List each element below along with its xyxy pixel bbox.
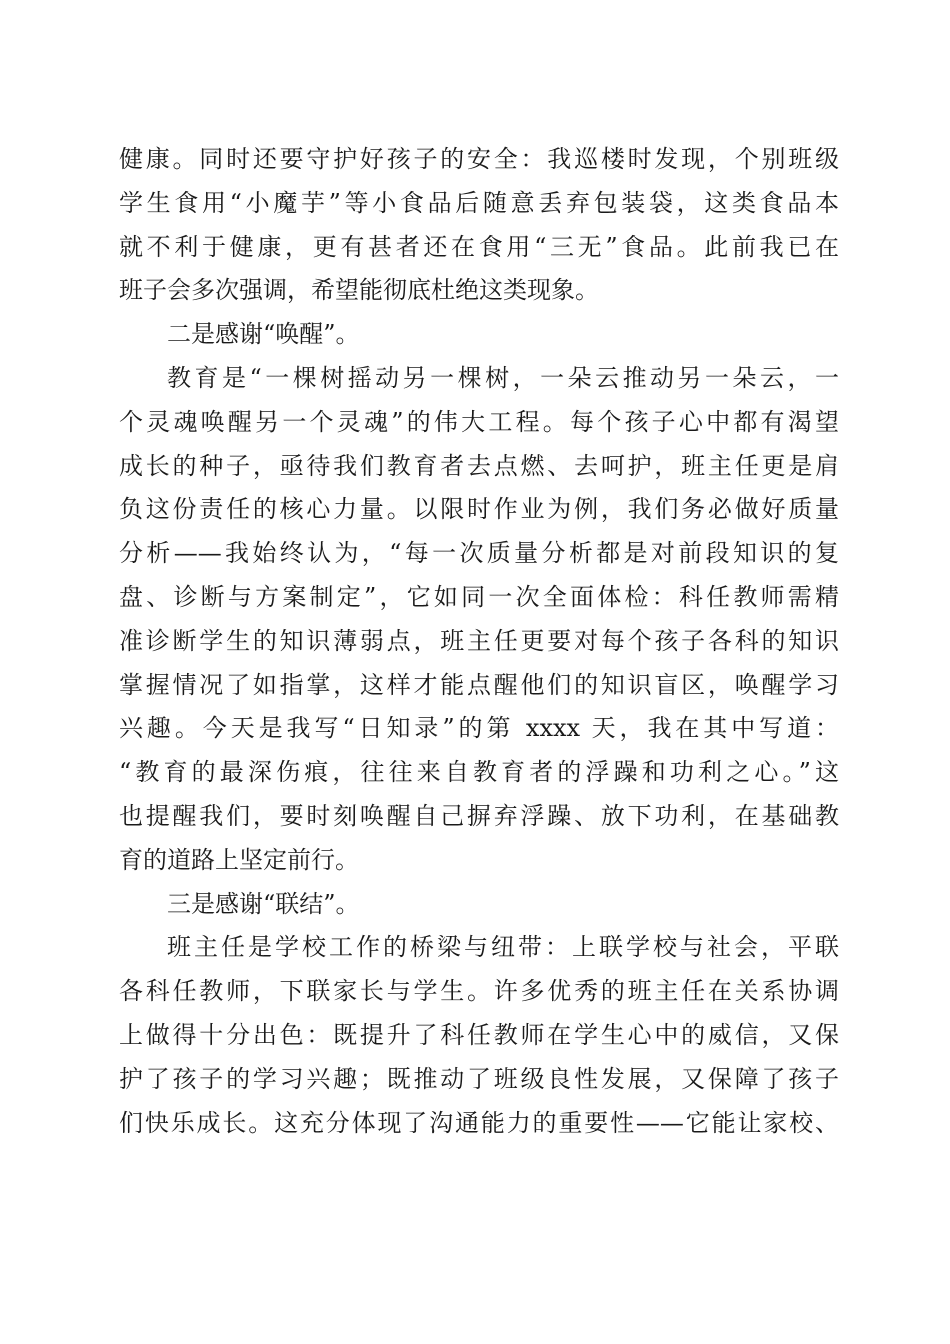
text-line: 班主任是学校工作的桥梁与纽带：上联学校与社会，平联 — [167, 933, 839, 962]
text-line: 们快乐成长。这充分体现了沟通能力的重要性——它能让家校、 — [119, 1108, 839, 1137]
text-line: 班子会多次强调，希望能彻底杜绝这类现象。 — [119, 276, 599, 305]
text-line: 各科任教师，下联家长与学生。许多优秀的班主任在关系协调 — [119, 977, 839, 1006]
text-line: “教育的最深伤痕，往往来自教育者的浮躁和功利之心。”这 — [119, 758, 839, 787]
text-line: 负这份责任的核心力量。以限时作业为例，我们务必做好质量 — [119, 495, 839, 524]
text-line: 兴趣。今天是我写“日知录”的第 xxxx 天，我在其中写道： — [119, 714, 839, 743]
text-line: 就不利于健康，更有甚者还在食用“三无”食品。此前我已在 — [119, 232, 839, 261]
text-line: 分析——我始终认为，“每一次质量分析都是对前段知识的复 — [119, 539, 839, 568]
text-line: 成长的种子，亟待我们教育者去点燃、去呵护，班主任更是肩 — [119, 451, 839, 480]
text-line: 育的道路上坚定前行。 — [119, 845, 359, 874]
text-line: 准诊断学生的知识薄弱点，班主任更要对每个孩子各科的知识 — [119, 626, 839, 655]
text-line: 学生食用“小魔芋”等小食品后随意丢弃包装袋，这类食品本 — [119, 188, 839, 217]
text-line: 护了孩子的学习兴趣；既推动了班级良性发展，又保障了孩子 — [119, 1064, 839, 1093]
section-heading-awaken: 二是感谢“唤醒”。 — [167, 320, 360, 349]
text-line: 也提醒我们，要时刻唤醒自己摒弃浮躁、放下功利，在基础教 — [119, 801, 839, 830]
document-body — [119, 138, 839, 1145]
text-line: 上做得十分出色：既提升了科任教师在学生心中的威信，又保 — [119, 1020, 839, 1049]
section-heading-connect: 三是感谢“联结”。 — [167, 889, 360, 918]
text-line: 健康。同时还要守护好孩子的安全：我巡楼时发现，个别班级 — [119, 145, 839, 173]
text-line: 个灵魂唤醒另一个灵魂”的伟大工程。每个孩子心中都有渴望 — [119, 407, 839, 436]
text-line: 盘、诊断与方案制定”，它如同一次全面体检：科任教师需精 — [119, 582, 839, 611]
text-line: 教育是“一棵树摇动另一棵树，一朵云推动另一朵云，一 — [167, 363, 839, 392]
text-line: 掌握情况了如指掌，这样才能点醒他们的知识盲区，唤醒学习 — [119, 670, 839, 699]
